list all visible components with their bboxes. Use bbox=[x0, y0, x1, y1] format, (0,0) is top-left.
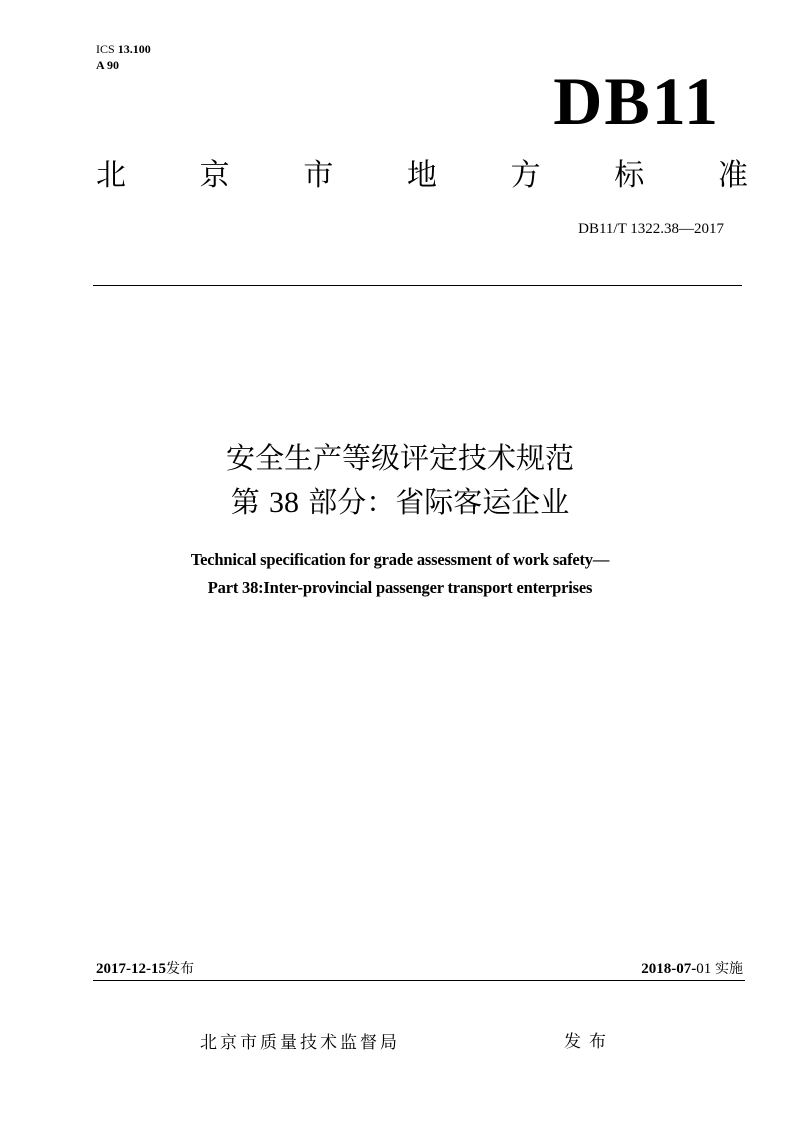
implement-date-block bbox=[641, 958, 743, 980]
title-cn-line2 bbox=[0, 482, 800, 523]
publish-date: 2017-12-15 bbox=[96, 961, 166, 977]
title-cn-line1: 安全生产等级评定技术规范 bbox=[225, 441, 574, 475]
standard-type-char: 北 bbox=[96, 158, 126, 193]
title-en-line1: Technical specification for grade assessment of work safety— bbox=[190, 550, 610, 569]
ics-line bbox=[96, 41, 151, 57]
title-part-number: 38 bbox=[269, 486, 299, 519]
standard-type-char: 京 bbox=[199, 158, 230, 193]
standard-type-char: 标 bbox=[614, 158, 645, 193]
bottom-divider bbox=[93, 980, 745, 981]
title-en-line2: Part 38:Inter-provincial passenger transport enterprises bbox=[207, 578, 593, 597]
standard-type-char: 地 bbox=[406, 158, 437, 193]
publish-label: 发布 bbox=[166, 961, 194, 977]
implement-label: 实施 bbox=[715, 961, 743, 977]
issuing-authority: 北京市质量技术监督局 bbox=[200, 1033, 400, 1053]
standard-type-char: 准 bbox=[717, 158, 748, 193]
implement-date: 2018-07- bbox=[641, 961, 697, 977]
ics-code: 13.100 bbox=[117, 42, 151, 56]
standard-type-heading bbox=[96, 156, 748, 196]
top-divider bbox=[93, 285, 742, 286]
title-part-suffix: 部分：省际客运企业 bbox=[308, 485, 570, 519]
standard-logo: DB11 bbox=[553, 63, 720, 139]
class-code: A 90 bbox=[96, 58, 120, 72]
publish-date-block bbox=[96, 958, 194, 980]
standard-type-char: 方 bbox=[510, 158, 541, 193]
classification-codes bbox=[96, 41, 151, 73]
title-part-prefix: 第 bbox=[230, 485, 260, 519]
implement-day: 01 bbox=[696, 961, 712, 977]
ics-label: ICS bbox=[96, 42, 115, 56]
standard-number: DB11/T 1322.38—2017 bbox=[578, 221, 724, 237]
standard-type-char: 市 bbox=[303, 158, 334, 193]
issue-label: 发布 bbox=[564, 1032, 614, 1052]
